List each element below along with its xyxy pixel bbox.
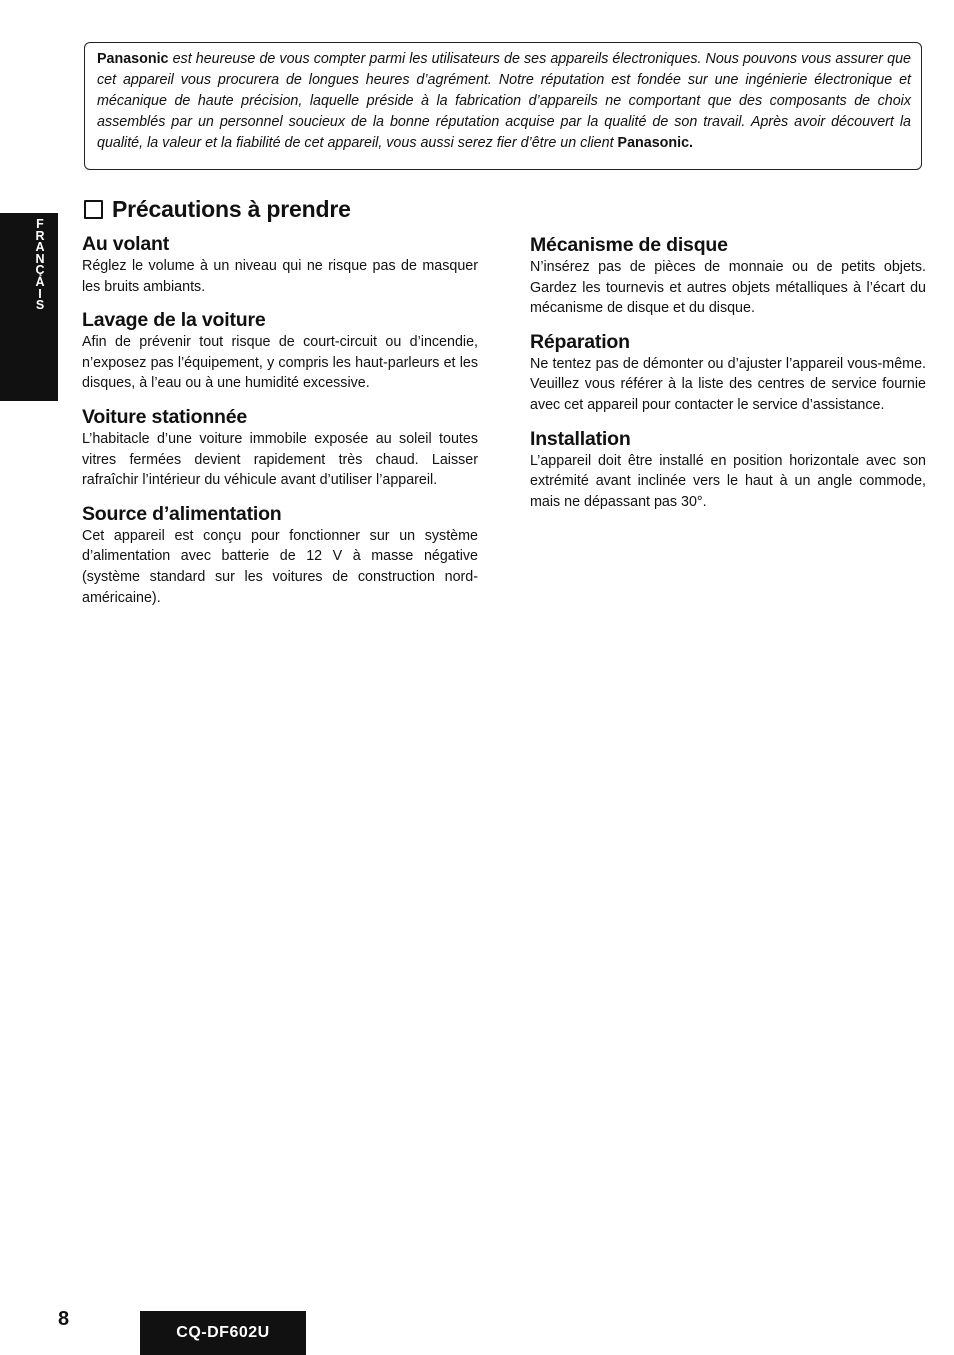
intro-text: est heureuse de vous compter parmi les utilisateurs de ses appareils électroniques. Nous pouvons vous assurer que cet appareil vous procurera de longues heures d’agrément. Notre réputation est fondée sur une ingénierie électronique et mécanique de haute précision, laquelle préside à la fabrication d’appareils ne comportant que des composants de choix assemblés par un personnel soucieux de la bonne réputation acquise par la qualité de son travail. Après avoir découvert la qualité, la valeur et la fiabilité de cet appareil, vous aussi serez fier d’être un client [97, 51, 911, 151]
section-body: Réglez le volume à un niveau qui ne risque pas de masquer les bruits ambiants. [82, 258, 478, 295]
section-body: L’habitacle d’une voiture immobile exposée au soleil toutes vitres fermées devient rapidement très chaud. Laisser rafraîchir l’intérieur du véhicule avant d’utiliser l’appareil. [82, 430, 478, 489]
intro-brand: Panasonic [97, 51, 169, 67]
language-tab-letter: F [36, 217, 44, 231]
section-mecanisme [530, 233, 926, 319]
section-alimentation [82, 502, 478, 608]
page-title-text: Précautions à prendre [112, 196, 351, 222]
checkbox-square-icon [84, 200, 103, 219]
language-tab-letter: N [35, 251, 45, 266]
section-heading: Mécanisme de disque [530, 234, 728, 256]
section-body: N’insérez pas de pièces de monnaie ou de petits objets. Gardez les tournevis et autres objets métalliques à l’écart du mécanisme de disque et du disque. [530, 259, 926, 317]
section-body: Ne tentez pas de démonter ou d’ajuster l’appareil vous-même. Veuillez vous référer à la liste des centres de service fournie avec cet appareil pour contacter le service d’assistance. [530, 355, 926, 413]
language-tab-letter: I [38, 286, 42, 301]
intro-box [84, 42, 922, 170]
section-voiture-stationnee [82, 405, 478, 491]
language-tab-letter: A [35, 240, 45, 255]
section-body: L’appareil doit être installé en position horizontale avec son extrémité avant inclinée vers le haut à un angle commode, mais ne dépassant pas 30°. [530, 452, 926, 510]
page-title [84, 196, 351, 223]
section-heading: Lavage de la voiture [82, 309, 266, 332]
language-tab-letter: A [35, 274, 45, 289]
section-body: Afin de prévenir tout risque de court-circuit ou d’incendie, n’exposez pas l’équipement, y compris les haut-parleurs et les disques, à l’eau ou à une humidité excessive. [82, 334, 478, 392]
section-lavage [82, 308, 478, 394]
intro-brand-end: Panasonic. [617, 135, 694, 151]
section-body: Cet appareil est conçu pour fonctionner sur un système d’alimentation avec batterie de 12 V à masse négative (système standard sur les voitures de construction nord-américaine). [82, 527, 478, 606]
section-reparation [530, 330, 926, 416]
section-heading: Voiture stationnée [82, 405, 248, 428]
section-heading: Installation [530, 427, 631, 450]
right-column [530, 233, 926, 523]
left-column [82, 232, 478, 619]
model-label: CQ-DF602U [140, 1311, 306, 1355]
language-tab [0, 213, 58, 401]
section-heading: Réparation [530, 330, 630, 353]
section-installation [530, 427, 926, 513]
section-heading: Source d’alimentation [82, 502, 282, 525]
section-heading: Au volant [82, 233, 170, 255]
language-tab-letter: R [35, 228, 45, 243]
language-tab-letter: S [35, 298, 45, 313]
section-au-volant [82, 232, 478, 297]
page-number: 8 [58, 1308, 70, 1330]
language-tab-letter: Ç [35, 263, 45, 278]
